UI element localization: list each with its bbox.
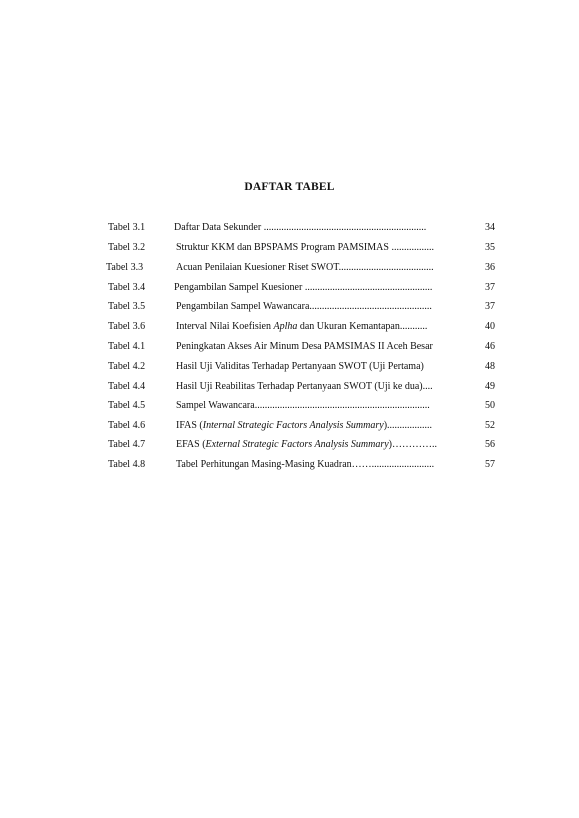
entry-page-number: 37 xyxy=(485,282,495,293)
entry-page-number: 57 xyxy=(485,459,495,470)
dot-leader: ................................................... xyxy=(302,282,433,293)
entry-label: Tabel 4.2 xyxy=(108,361,146,372)
entry-title: Peningkatan Akses Air Minum Desa PAMSIMAS II Aceh Besar xyxy=(176,341,433,352)
entry-label: Tabel 3.3 xyxy=(106,262,144,273)
entry-page-number: 46 xyxy=(485,341,495,352)
entry-title: Struktur KKM dan BPSPAMS Program PAMSIMAS ................. xyxy=(176,242,434,253)
entry-title-italic: Internal Strategic Factors Analysis Summary xyxy=(202,420,384,431)
toc-entry xyxy=(0,438,579,452)
entry-title: Pengambilan Sampel Kuesioner ................................................... xyxy=(174,282,433,293)
dot-leader: ………….. xyxy=(392,439,438,450)
entry-title: EFAS (External Strategic Factors Analysis Summary)………….. xyxy=(176,439,438,450)
toc-entry xyxy=(0,320,579,334)
entry-label: Tabel 3.6 xyxy=(108,321,146,332)
entry-title: Hasil Uji Validitas Terhadap Pertanyaan SWOT (Uji Pertama) xyxy=(176,361,424,372)
entry-title: IFAS (Internal Strategic Factors Analysis Summary).................. xyxy=(176,420,433,431)
entry-label: Tabel 3.4 xyxy=(108,282,146,293)
entry-page-number: 37 xyxy=(485,301,495,312)
toc-entry xyxy=(0,261,579,275)
entry-page-number: 36 xyxy=(485,262,495,273)
entry-page-number: 50 xyxy=(485,400,495,411)
entry-title: Hasil Uji Reabilitas Terhadap Pertanyaan SWOT (Uji ke dua).... xyxy=(176,381,433,392)
dot-leader: ……......................... xyxy=(351,459,435,470)
dot-leader: .... xyxy=(422,381,433,392)
entry-label: Tabel 4.5 xyxy=(108,400,146,411)
dot-leader: ................................................. xyxy=(309,301,432,312)
entry-label: Tabel 4.4 xyxy=(108,381,146,392)
toc-entry xyxy=(0,300,579,314)
entry-label: Tabel 3.5 xyxy=(108,301,146,312)
toc-entry xyxy=(0,360,579,374)
entry-page-number: 49 xyxy=(485,381,495,392)
dot-leader: ........... xyxy=(399,321,428,332)
dot-leader: .................. xyxy=(387,420,433,431)
entry-page-number: 40 xyxy=(485,321,495,332)
entry-title: Daftar Data Sekunder ................................................................. xyxy=(174,222,427,233)
entry-label: Tabel 4.7 xyxy=(108,439,146,450)
entry-title: Interval Nilai Koefisien Aplha dan Ukuran Kemantapan........... xyxy=(176,321,428,332)
dot-leader: ...................................................................... xyxy=(254,400,430,411)
entry-page-number: 35 xyxy=(485,242,495,253)
entry-label: Tabel 3.2 xyxy=(108,242,146,253)
toc-entry xyxy=(0,281,579,295)
dot-leader: ...................................... xyxy=(338,262,434,273)
entry-label: Tabel 4.1 xyxy=(108,341,146,352)
entry-title: Pengambilan Sampel Wawancara................................................. xyxy=(176,301,432,312)
dot-leader: ................. xyxy=(388,242,434,253)
entry-title-italic: External Strategic Factors Analysis Summary xyxy=(205,439,389,450)
entry-label: Tabel 4.6 xyxy=(108,420,146,431)
entry-title: Tabel Perhitungan Masing-Masing Kuadran……......................... xyxy=(176,459,435,470)
entry-title: Sampel Wawancara...................................................................... xyxy=(176,400,430,411)
toc-entry xyxy=(0,221,579,235)
toc-entry xyxy=(0,419,579,433)
entry-page-number: 56 xyxy=(485,439,495,450)
dot-leader: ................................................................. xyxy=(261,222,427,233)
entry-title-italic: Aplha xyxy=(273,321,298,332)
entry-label: Tabel 3.1 xyxy=(108,222,146,233)
toc-entry xyxy=(0,241,579,255)
page-title: DAFTAR TABEL xyxy=(244,181,335,193)
entry-page-number: 48 xyxy=(485,361,495,372)
toc-entry xyxy=(0,399,579,413)
entry-title: Acuan Penilaian Kuesioner Riset SWOT...................................... xyxy=(176,262,434,273)
toc-entry xyxy=(0,340,579,354)
toc-entry xyxy=(0,458,579,472)
toc-entry xyxy=(0,380,579,394)
entry-page-number: 34 xyxy=(485,222,495,233)
entry-page-number: 52 xyxy=(485,420,495,431)
entry-label: Tabel 4.8 xyxy=(108,459,146,470)
